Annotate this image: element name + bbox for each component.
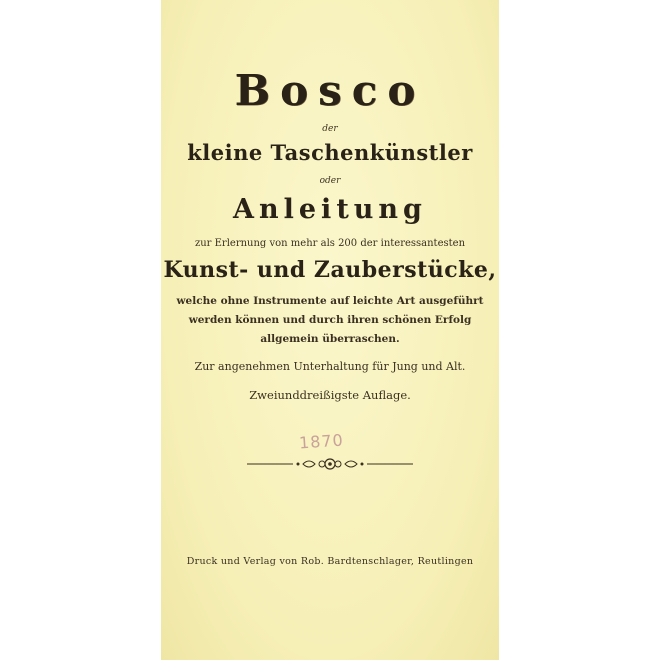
book-subtitle: kleine Taschenkünstler — [187, 140, 473, 165]
handwritten-year: 1870 — [298, 430, 345, 453]
connector-oder: oder — [319, 176, 341, 186]
description-line: zur Erlernung von mehr als 200 der interessantesten — [194, 238, 466, 249]
book-title: Bosco — [234, 66, 426, 115]
publisher-imprint: Druck und Verlag von Rob. Bardtenschlager, Reutlingen — [186, 556, 474, 567]
edition-note: Zweiunddreißigste Auflage. — [249, 388, 411, 402]
subject-heading: Kunst- und Zauberstücke, — [163, 257, 497, 283]
tagline: Zur angenehmen Unterhaltung für Jung und Alt. — [194, 360, 466, 373]
connector-der: der — [322, 124, 338, 134]
ornament-divider-icon — [245, 452, 415, 476]
heading-anleitung: Anleitung — [233, 194, 427, 225]
paragraph-line-1: welche ohne Instrumente auf leichte Art ausgeführt — [176, 295, 484, 307]
title-page — [161, 0, 499, 660]
paragraph-line-3: allgemein überraschen. — [260, 333, 400, 345]
paragraph-line-2: werden können und durch ihren schönen Erfolg — [188, 314, 472, 326]
